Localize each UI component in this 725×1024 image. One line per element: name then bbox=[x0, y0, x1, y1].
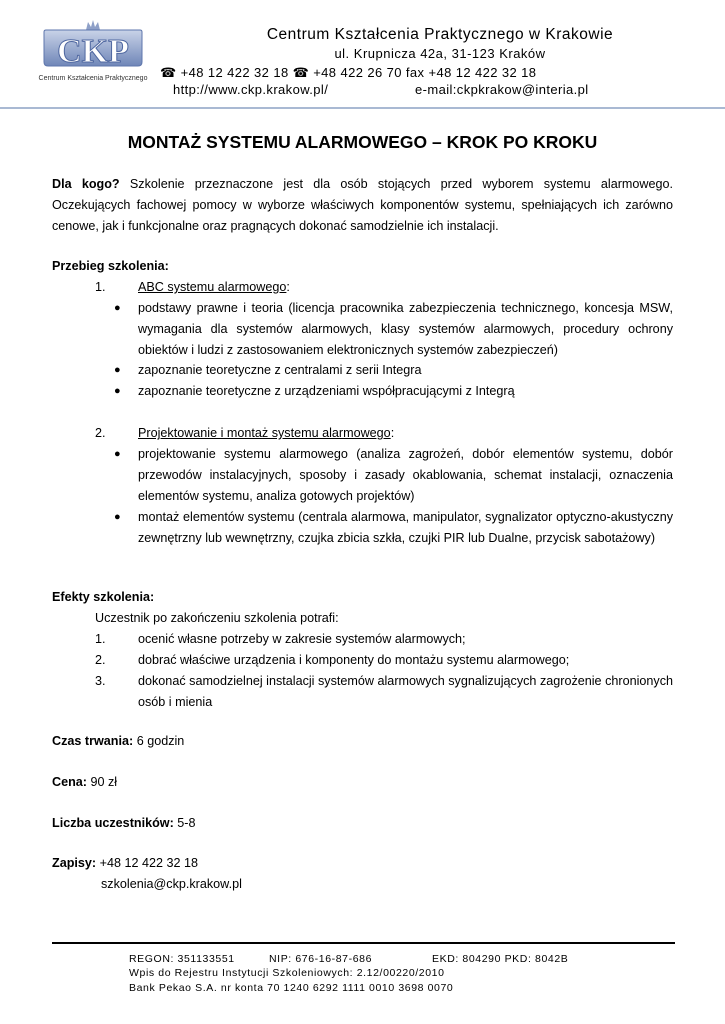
effect-3-number: 3. bbox=[95, 674, 106, 688]
section-1-bullet-1: podstawy prawne i teoria (licencja pracownika zabezpieczenia technicznego, koncesja MSW, wymagania dla systemów alarmowych, klasy systemów alarmowych, procedury ochrony obiektów i ludzi z zastosowaniem elektronicznych systemów zabezpieczeń) bbox=[138, 301, 673, 357]
section-2-title: Projektowanie i montaż systemu alarmowego bbox=[138, 426, 391, 440]
org-email[interactable]: e-mail:ckpkrakow@interia.pl bbox=[415, 82, 589, 97]
footer-regon: REGON: 351133551 bbox=[129, 953, 235, 965]
org-address: ul. Krupnicza 42a, 31-123 Kraków bbox=[334, 46, 546, 61]
section-2-bullet-2: montaż elementów systemu (centrala alarmowa, manipulator, sygnalizator optyczno-akustyczny zewnętrzny lub wewnętrzny, czujka zbicia szkła, czujki PIR lub Dualne, przycisk sabotażowy) bbox=[138, 510, 673, 545]
participants-row bbox=[52, 813, 195, 834]
section-2-number: 2. bbox=[95, 426, 106, 440]
intro-paragraph bbox=[52, 174, 673, 237]
page-title: MONTAŻ SYSTEMU ALARMOWEGO – KROK PO KROKU bbox=[127, 132, 598, 152]
effects-intro: Uczestnik po zakończeniu szkolenia potrafi: bbox=[95, 611, 339, 625]
intro-label: Dla kogo? bbox=[52, 177, 120, 191]
footer-bank: Bank Pekao S.A. nr konta 70 1240 6292 1111 0010 3698 0070 bbox=[129, 982, 454, 994]
effect-2-number: 2. bbox=[95, 653, 106, 667]
course-label: Przebieg szkolenia: bbox=[52, 259, 169, 273]
section-2-heading bbox=[138, 423, 394, 444]
effect-1-text: ocenić własne potrzeby w zakresie systemów alarmowych; bbox=[138, 632, 466, 646]
price-row bbox=[52, 772, 117, 793]
section-1-heading bbox=[138, 277, 290, 298]
bullet-icon: ● bbox=[114, 364, 121, 376]
footer-divider bbox=[52, 942, 675, 944]
org-website[interactable]: http://www.ckp.krakow.pl/ bbox=[173, 82, 329, 97]
footer-nip: NIP: 676-16-87-686 bbox=[269, 953, 373, 965]
logo-text: CKP bbox=[57, 33, 129, 70]
participants-label: Liczba uczestników: bbox=[52, 816, 174, 830]
org-phones: ☎ +48 12 422 32 18 ☎ +48 422 26 70 fax +48 12 422 32 18 bbox=[160, 65, 537, 80]
effects-label: Efekty szkolenia: bbox=[52, 590, 155, 604]
participants-value: 5-8 bbox=[177, 816, 196, 830]
bullet-icon: ● bbox=[114, 302, 121, 314]
enrollment-row bbox=[52, 853, 198, 874]
bullet-icon: ● bbox=[114, 385, 121, 397]
org-name: Centrum Kształcenia Praktycznego w Krakowie bbox=[266, 26, 614, 43]
bullet-icon: ● bbox=[114, 511, 121, 523]
duration-row bbox=[52, 731, 184, 752]
org-contact-line bbox=[173, 82, 589, 97]
ckp-logo bbox=[38, 18, 148, 88]
section-1-number: 1. bbox=[95, 280, 106, 294]
section-2-bullet-1: projektowanie systemu alarmowego (analiza zagrożeń, dobór elementów systemu, dobór przewodów instalacyjnych, sposoby i zasady okablowania, schemat instalacji, oznaczenia elementów systemu, analiza gotowych projektów) bbox=[138, 447, 673, 503]
duration-value: 6 godzin bbox=[136, 734, 185, 748]
section-1-bullet-2: zapoznanie teoretyczne z centralami z serii Integra bbox=[138, 363, 422, 377]
enrollment-label: Zapisy: bbox=[52, 856, 97, 870]
effect-2-text: dobrać właściwe urządzenia i komponenty do montażu systemu alarmowego; bbox=[138, 653, 570, 667]
crown-icon bbox=[86, 20, 100, 30]
footer-ekd: EKD: 804290 PKD: 8042B bbox=[432, 953, 569, 965]
section-1-suffix: : bbox=[286, 280, 290, 294]
footer-ids bbox=[129, 952, 589, 966]
ckp-logo-graphic bbox=[38, 18, 148, 88]
duration-label: Czas trwania: bbox=[52, 734, 134, 748]
effect-3-text: dokonać samodzielnej instalacji systemów alarmowych sygnalizujących zagrożenie chronionych osób i mienia bbox=[138, 674, 673, 709]
intro-text: Szkolenie przeznaczone jest dla osób stojących przed wyborem systemu alarmowego. Oczekujących fachowej pomocy w wyborze właściwych komponentów systemu, spełniających ich zarówno cenowe, jak i funkcjonalne oraz pragnących dokonać samodzielnie ich instalacji. bbox=[52, 177, 674, 233]
bullet-icon: ● bbox=[114, 448, 121, 460]
price-value: 90 zł bbox=[90, 775, 118, 789]
logo-caption: Centrum Kształcenia Praktycznego bbox=[38, 75, 148, 82]
effect-1-number: 1. bbox=[95, 632, 106, 646]
price-label: Cena: bbox=[52, 775, 87, 789]
section-1-bullet-3: zapoznanie teoretyczne z urządzeniami współpracującymi z Integrą bbox=[138, 384, 515, 398]
enrollment-email[interactable]: szkolenia@ckp.krakow.pl bbox=[101, 877, 242, 891]
section-2-suffix: : bbox=[390, 426, 395, 440]
enrollment-phone: +48 12 422 32 18 bbox=[99, 856, 198, 870]
section-1-title: ABC systemu alarmowego bbox=[138, 280, 287, 294]
footer-registry: Wpis do Rejestru Instytucji Szkoleniowych: 2.12/00220/2010 bbox=[129, 967, 445, 979]
header-divider bbox=[0, 107, 725, 109]
